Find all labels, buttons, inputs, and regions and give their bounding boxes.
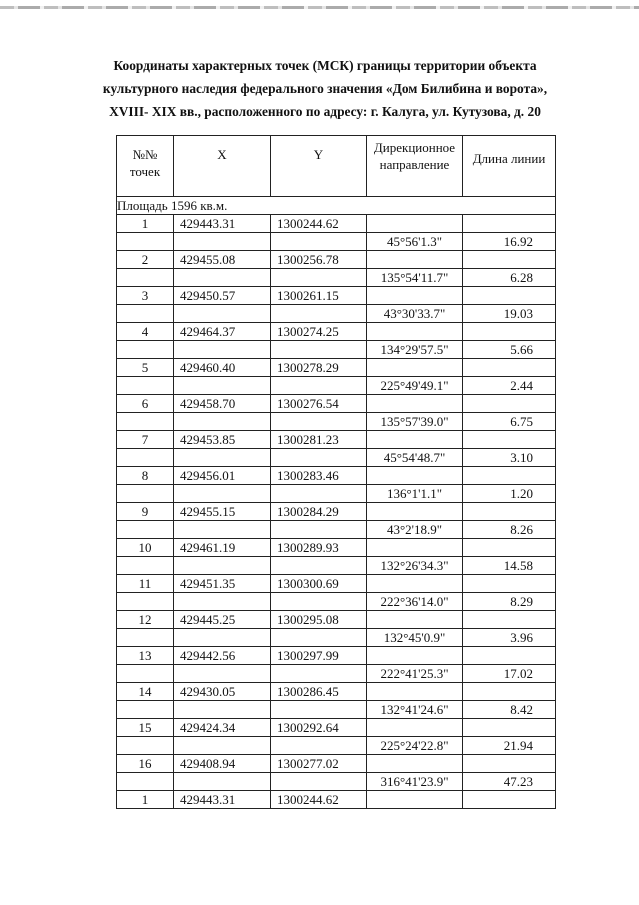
segment-row (117, 665, 556, 683)
direction-angle-cell (367, 791, 463, 809)
segment-row (117, 269, 556, 287)
segment-row (117, 557, 556, 575)
x-coordinate-cell (174, 449, 271, 467)
line-length-cell: 6.28 (463, 269, 556, 287)
direction-angle-cell: 45°54'48.7" (367, 449, 463, 467)
point-number-cell: 1 (117, 215, 174, 233)
line-length-cell (463, 719, 556, 737)
y-coordinate-cell: 1300281.23 (271, 431, 367, 449)
table-body (117, 197, 556, 809)
direction-angle-cell (367, 287, 463, 305)
line-length-cell (463, 359, 556, 377)
y-coordinate-cell (271, 773, 367, 791)
y-coordinate-cell (271, 269, 367, 287)
y-coordinate-cell (271, 521, 367, 539)
line-length-cell: 2.44 (463, 377, 556, 395)
y-coordinate-cell (271, 305, 367, 323)
point-row (117, 359, 556, 377)
y-coordinate-cell: 1300277.02 (271, 755, 367, 773)
line-length-cell: 16.92 (463, 233, 556, 251)
point-number-cell (117, 233, 174, 251)
line-length-cell: 8.29 (463, 593, 556, 611)
point-number-cell: 5 (117, 359, 174, 377)
point-row (117, 755, 556, 773)
header-direction: Дирекционное направление (367, 136, 463, 197)
line-length-cell (463, 647, 556, 665)
segment-row (117, 773, 556, 791)
point-number-cell: 1 (117, 791, 174, 809)
point-number-cell: 6 (117, 395, 174, 413)
x-coordinate-cell (174, 521, 271, 539)
x-coordinate-cell: 429456.01 (174, 467, 271, 485)
y-coordinate-cell (271, 557, 367, 575)
x-coordinate-cell: 429453.85 (174, 431, 271, 449)
line-length-cell: 8.42 (463, 701, 556, 719)
line-length-cell (463, 431, 556, 449)
y-coordinate-cell (271, 737, 367, 755)
title-line-2: культурного наследия федерального значения «Дом Билибина и ворота», (102, 81, 548, 96)
y-coordinate-cell: 1300278.29 (271, 359, 367, 377)
x-coordinate-cell (174, 233, 271, 251)
point-number-cell (117, 557, 174, 575)
direction-angle-cell (367, 359, 463, 377)
y-coordinate-cell (271, 413, 367, 431)
y-coordinate-cell: 1300261.15 (271, 287, 367, 305)
segment-row (117, 413, 556, 431)
segment-row (117, 521, 556, 539)
y-coordinate-cell (271, 341, 367, 359)
point-row (117, 215, 556, 233)
x-coordinate-cell (174, 593, 271, 611)
y-coordinate-cell: 1300295.08 (271, 611, 367, 629)
y-coordinate-cell: 1300274.25 (271, 323, 367, 341)
line-length-cell: 3.96 (463, 629, 556, 647)
point-row (117, 467, 556, 485)
line-length-cell (463, 287, 556, 305)
x-coordinate-cell: 429458.70 (174, 395, 271, 413)
x-coordinate-cell: 429461.19 (174, 539, 271, 557)
point-row (117, 395, 556, 413)
segment-row (117, 341, 556, 359)
segment-row (117, 629, 556, 647)
x-coordinate-cell: 429443.31 (174, 791, 271, 809)
line-length-cell: 21.94 (463, 737, 556, 755)
point-row (117, 503, 556, 521)
y-coordinate-cell: 1300276.54 (271, 395, 367, 413)
header-y: Y (271, 136, 367, 197)
y-coordinate-cell (271, 701, 367, 719)
x-coordinate-cell: 429450.57 (174, 287, 271, 305)
segment-row (117, 593, 556, 611)
x-coordinate-cell: 429455.08 (174, 251, 271, 269)
segment-row (117, 377, 556, 395)
direction-angle-cell: 222°41'25.3" (367, 665, 463, 683)
y-coordinate-cell (271, 593, 367, 611)
point-number-cell: 3 (117, 287, 174, 305)
area-row (117, 197, 556, 215)
x-coordinate-cell (174, 557, 271, 575)
line-length-cell: 19.03 (463, 305, 556, 323)
segment-row (117, 737, 556, 755)
y-coordinate-cell: 1300292.64 (271, 719, 367, 737)
direction-angle-cell: 132°41'24.6" (367, 701, 463, 719)
direction-angle-cell: 43°2'18.9" (367, 521, 463, 539)
point-number-cell (117, 701, 174, 719)
line-length-cell (463, 467, 556, 485)
direction-angle-cell: 225°24'22.8" (367, 737, 463, 755)
y-coordinate-cell: 1300283.46 (271, 467, 367, 485)
y-coordinate-cell (271, 377, 367, 395)
point-number-cell (117, 305, 174, 323)
direction-angle-cell (367, 683, 463, 701)
header-line-length: Длина линии (463, 136, 556, 197)
x-coordinate-cell (174, 737, 271, 755)
x-coordinate-cell: 429451.35 (174, 575, 271, 593)
segment-row (117, 701, 556, 719)
line-length-cell: 1.20 (463, 485, 556, 503)
line-length-cell (463, 611, 556, 629)
point-number-cell (117, 593, 174, 611)
y-coordinate-cell: 1300244.62 (271, 791, 367, 809)
y-coordinate-cell: 1300289.93 (271, 539, 367, 557)
x-coordinate-cell: 429455.15 (174, 503, 271, 521)
point-number-cell (117, 485, 174, 503)
y-coordinate-cell: 1300286.45 (271, 683, 367, 701)
point-number-cell (117, 341, 174, 359)
point-number-cell: 4 (117, 323, 174, 341)
line-length-cell: 47.23 (463, 773, 556, 791)
point-number-cell: 9 (117, 503, 174, 521)
area-label: Площадь 1596 кв.м. (117, 197, 556, 215)
title-line-3: XVIII- XIX вв., расположенного по адресу: г. Калуга, ул. Кутузова, д. 20 (109, 104, 541, 119)
point-number-cell (117, 629, 174, 647)
y-coordinate-cell (271, 665, 367, 683)
x-coordinate-cell (174, 485, 271, 503)
y-coordinate-cell (271, 449, 367, 467)
line-length-cell (463, 215, 556, 233)
point-number-cell: 14 (117, 683, 174, 701)
point-number-cell (117, 521, 174, 539)
x-coordinate-cell: 429424.34 (174, 719, 271, 737)
scan-edge-artifact (0, 6, 639, 9)
y-coordinate-cell: 1300300.69 (271, 575, 367, 593)
x-coordinate-cell: 429464.37 (174, 323, 271, 341)
point-number-cell (117, 377, 174, 395)
line-length-cell (463, 755, 556, 773)
point-row (117, 575, 556, 593)
point-row (117, 323, 556, 341)
direction-angle-cell (367, 539, 463, 557)
y-coordinate-cell: 1300256.78 (271, 251, 367, 269)
y-coordinate-cell (271, 485, 367, 503)
direction-angle-cell (367, 611, 463, 629)
header-point-number: №№ точек (117, 136, 174, 197)
x-coordinate-cell: 429408.94 (174, 755, 271, 773)
line-length-cell (463, 503, 556, 521)
coordinates-table (116, 135, 556, 809)
line-length-cell: 3.10 (463, 449, 556, 467)
direction-angle-cell (367, 251, 463, 269)
direction-angle-cell (367, 755, 463, 773)
direction-angle-cell: 135°57'39.0" (367, 413, 463, 431)
x-coordinate-cell (174, 413, 271, 431)
direction-angle-cell: 132°26'34.3" (367, 557, 463, 575)
point-row (117, 683, 556, 701)
x-coordinate-cell: 429443.31 (174, 215, 271, 233)
direction-angle-cell: 45°56'1.3" (367, 233, 463, 251)
point-row (117, 251, 556, 269)
point-row (117, 539, 556, 557)
direction-angle-cell: 222°36'14.0" (367, 593, 463, 611)
direction-angle-cell: 136°1'1.1" (367, 485, 463, 503)
direction-angle-cell: 225°49'49.1" (367, 377, 463, 395)
point-number-cell: 7 (117, 431, 174, 449)
x-coordinate-cell: 429445.25 (174, 611, 271, 629)
line-length-cell (463, 575, 556, 593)
direction-angle-cell: 43°30'33.7" (367, 305, 463, 323)
direction-angle-cell: 132°45'0.9" (367, 629, 463, 647)
direction-angle-cell: 135°54'11.7" (367, 269, 463, 287)
direction-angle-cell: 316°41'23.9" (367, 773, 463, 791)
point-number-cell (117, 665, 174, 683)
document-title (70, 54, 580, 123)
segment-row (117, 305, 556, 323)
x-coordinate-cell: 429460.40 (174, 359, 271, 377)
point-number-cell: 2 (117, 251, 174, 269)
point-number-cell: 16 (117, 755, 174, 773)
point-number-cell (117, 449, 174, 467)
header-x: X (174, 136, 271, 197)
x-coordinate-cell (174, 377, 271, 395)
point-number-cell: 13 (117, 647, 174, 665)
segment-row (117, 485, 556, 503)
point-row (117, 719, 556, 737)
x-coordinate-cell (174, 701, 271, 719)
x-coordinate-cell (174, 269, 271, 287)
x-coordinate-cell (174, 341, 271, 359)
y-coordinate-cell: 1300244.62 (271, 215, 367, 233)
line-length-cell: 5.66 (463, 341, 556, 359)
direction-angle-cell: 134°29'57.5" (367, 341, 463, 359)
point-row (117, 647, 556, 665)
y-coordinate-cell (271, 629, 367, 647)
header-row (117, 136, 556, 197)
direction-angle-cell (367, 647, 463, 665)
direction-angle-cell (367, 719, 463, 737)
direction-angle-cell (367, 575, 463, 593)
point-number-cell: 15 (117, 719, 174, 737)
line-length-cell (463, 323, 556, 341)
point-number-cell (117, 737, 174, 755)
point-number-cell: 10 (117, 539, 174, 557)
direction-angle-cell (367, 323, 463, 341)
x-coordinate-cell (174, 629, 271, 647)
segment-row (117, 449, 556, 467)
y-coordinate-cell (271, 233, 367, 251)
y-coordinate-cell: 1300284.29 (271, 503, 367, 521)
point-row (117, 791, 556, 809)
direction-angle-cell (367, 395, 463, 413)
x-coordinate-cell (174, 665, 271, 683)
title-line-1: Координаты характерных точек (МСК) границы территории объекта (113, 58, 537, 73)
point-number-cell: 8 (117, 467, 174, 485)
x-coordinate-cell (174, 305, 271, 323)
line-length-cell: 6.75 (463, 413, 556, 431)
line-length-cell (463, 251, 556, 269)
x-coordinate-cell: 429442.56 (174, 647, 271, 665)
point-number-cell (117, 269, 174, 287)
point-number-cell: 12 (117, 611, 174, 629)
y-coordinate-cell: 1300297.99 (271, 647, 367, 665)
line-length-cell (463, 395, 556, 413)
direction-angle-cell (367, 503, 463, 521)
point-row (117, 431, 556, 449)
line-length-cell: 8.26 (463, 521, 556, 539)
direction-angle-cell (367, 215, 463, 233)
line-length-cell: 17.02 (463, 665, 556, 683)
segment-row (117, 233, 556, 251)
point-number-cell: 11 (117, 575, 174, 593)
point-row (117, 287, 556, 305)
line-length-cell (463, 539, 556, 557)
line-length-cell: 14.58 (463, 557, 556, 575)
direction-angle-cell (367, 431, 463, 449)
direction-angle-cell (367, 467, 463, 485)
line-length-cell (463, 791, 556, 809)
point-number-cell (117, 413, 174, 431)
point-number-cell (117, 773, 174, 791)
x-coordinate-cell (174, 773, 271, 791)
table-header (117, 136, 556, 197)
point-row (117, 611, 556, 629)
x-coordinate-cell: 429430.05 (174, 683, 271, 701)
line-length-cell (463, 683, 556, 701)
